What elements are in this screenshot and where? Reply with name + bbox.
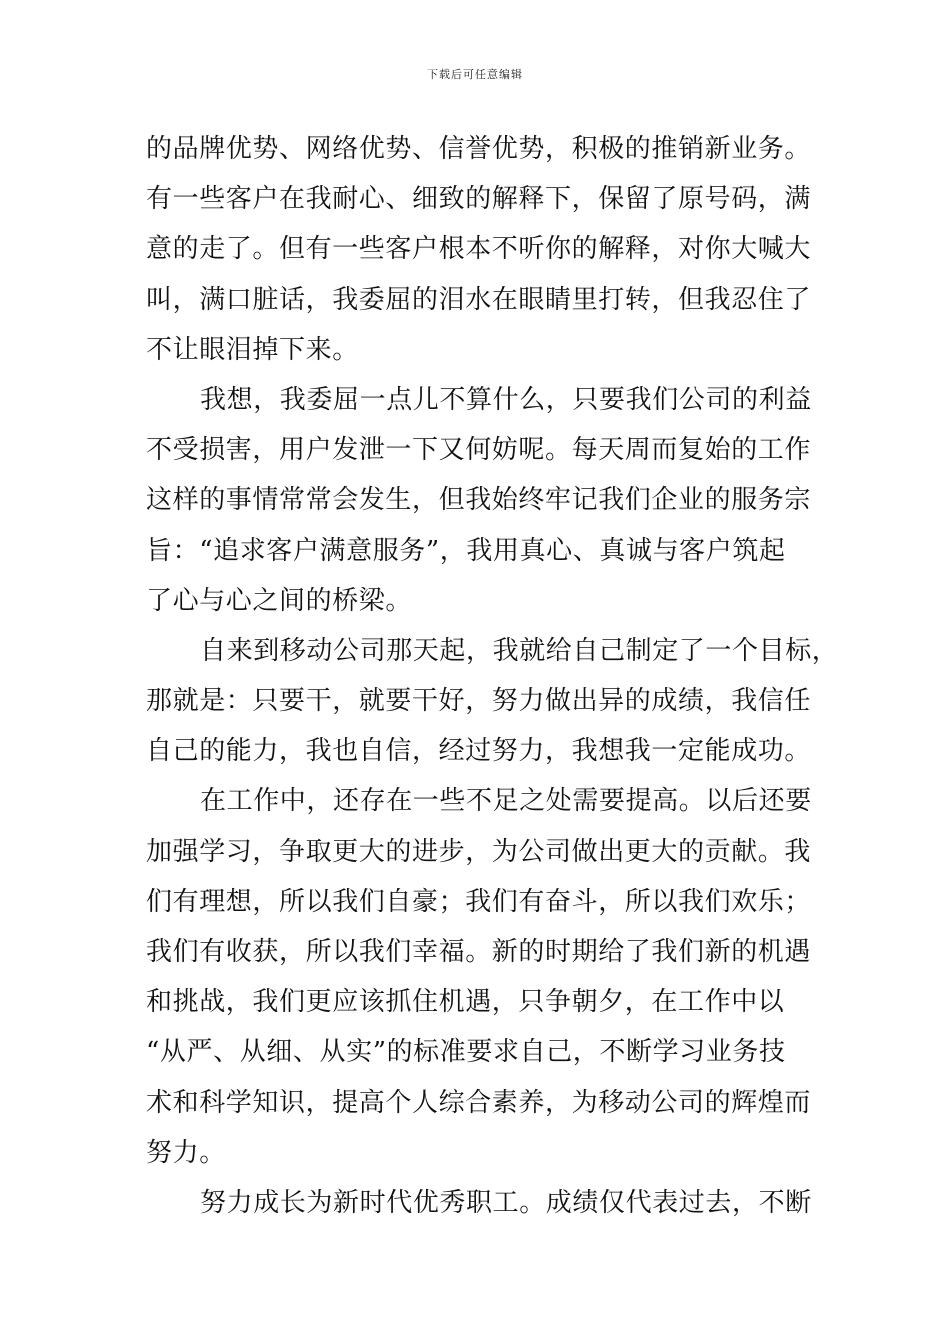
text-line: 术和科学知识，提高个人综合素养，为移动公司的辉煌而 (146, 1087, 812, 1118)
text-line: 和挑战，我们更应该抓住机遇，只争朝夕，在工作中以 (146, 987, 785, 1018)
text-line: 这样的事情常常会发生，但我始终牢记我们企业的服务宗 (146, 485, 812, 516)
text-line: 了心与心之间的桥梁。 (146, 585, 413, 616)
text-line: 在工作中，还存在一些不足之处需要提高。以后还要 (200, 786, 812, 817)
text-line: 不受损害，用户发泄一下又何妨呢。每天周而复始的工作 (146, 435, 812, 466)
document-body (146, 124, 839, 1228)
text-line: 努力。 (146, 1137, 226, 1168)
text-line: 意的走了。但有一些客户根本不听你的解释，对你大喊大 (146, 234, 812, 265)
text-line: 自来到移动公司那天起，我就给自己制定了一个目标， (200, 635, 839, 666)
text-line: 的品牌优势、网络优势、信誉优势，积极的推销新业务。 (146, 134, 812, 164)
text-line: 加强学习，争取更大的进步，为公司做出更大的贡献。我 (146, 836, 812, 867)
text-line: 们有理想，所以我们自豪；我们有奋斗，所以我们欢乐； (146, 886, 812, 917)
text-line: 旨：“追求客户满意服务”，我用真心、真诚与客户筑起 (146, 535, 786, 566)
text-line: 我们有收获，所以我们幸福。新的时期给了我们新的机遇 (146, 937, 812, 967)
text-line: 有一些客户在我耐心、细致的解释下，保留了原号码，满 (146, 184, 812, 215)
text-line: 叫，满口脏话，我委屈的泪水在眼睛里打转，但我忍住了 (146, 284, 812, 315)
text-line: 那就是：只要干，就要干好，努力做出异的成绩，我信任 (146, 686, 812, 717)
text-line: 自己的能力，我也自信，经过努力，我想我一定能成功。 (146, 736, 812, 767)
text-line: “从严、从细、从实”的标准要求自己，不断学习业务技 (146, 1037, 786, 1068)
text-line: 不让眼泪掉下来。 (146, 334, 359, 365)
page-header: 下载后可任意编辑 (427, 68, 523, 81)
text-line: 我想，我委屈一点儿不算什么，只要我们公司的利益 (200, 384, 812, 415)
text-line: 努力成长为新时代优秀职工。成绩仅代表过去，不断 (200, 1187, 812, 1218)
